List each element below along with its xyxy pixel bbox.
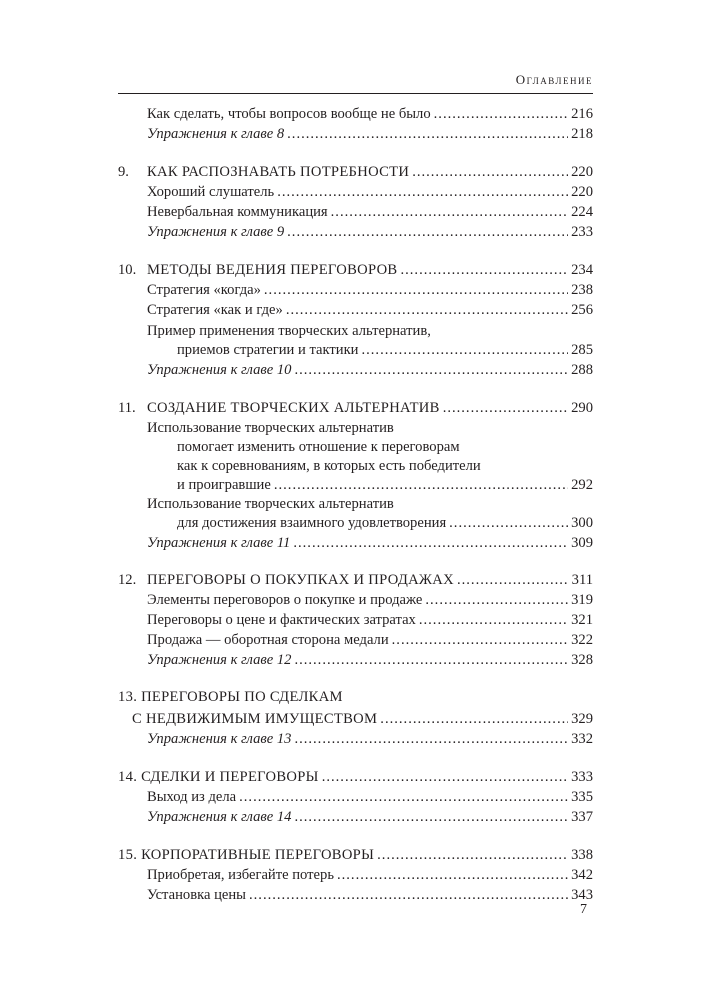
toc-entry-title: Хороший слушатель (147, 184, 275, 200)
toc-entry-title: Пример применения творческих альтернатив, (147, 323, 431, 339)
chapter-number: 9. (118, 164, 129, 180)
toc-entry-page: 233 (571, 224, 593, 240)
toc-entry (0, 104, 707, 124)
toc-entry-page: 292 (571, 477, 593, 493)
running-header: Оглавление (515, 72, 593, 87)
toc-entry-title: Невербальная коммуникация (147, 204, 328, 220)
leader-dots (322, 767, 568, 787)
leader-dots (361, 340, 568, 360)
toc-entry-title: Упражнения к главе 13 (147, 731, 292, 747)
chapter-title: КАК РАСПОЗНАВАТЬ ПОТРЕБНОСТИ (147, 164, 410, 180)
leader-dots (294, 807, 568, 827)
leader-dots (264, 280, 568, 300)
chapter-title: ПЕРЕГОВОРЫ О ПОКУПКАХ И ПРОДАЖАХ (147, 572, 454, 588)
leader-dots (412, 162, 568, 182)
toc-entry-title: Переговоры о цене и фактических затратах (147, 612, 416, 628)
toc-entry-page: 343 (571, 887, 593, 903)
toc-entry-page: 321 (571, 612, 593, 628)
toc-entry-title: Стратегия «как и где» (147, 302, 283, 318)
toc-entry-page: 238 (571, 282, 593, 298)
toc-entry-title: Установка цены (147, 887, 246, 903)
toc-entry-page: 256 (571, 302, 593, 318)
toc-entry-exercises (0, 533, 707, 553)
toc-chapter-15 (0, 845, 707, 865)
leader-dots (457, 570, 569, 590)
toc-entry (0, 418, 707, 438)
toc-entry-title: Элементы переговоров о покупке и продаже (147, 592, 423, 608)
chapter-title: СОЗДАНИЕ ТВОРЧЕСКИХ АЛЬТЕРНАТИВ (147, 400, 440, 416)
leader-dots (392, 630, 568, 650)
toc-entry-title: Выход из дела (147, 789, 237, 805)
toc-entry-page: 216 (571, 106, 593, 122)
leader-dots (274, 475, 568, 495)
leader-dots (287, 124, 568, 144)
leader-dots (419, 610, 568, 630)
toc-entry-page: 234 (571, 262, 593, 278)
toc-entry (0, 787, 707, 807)
toc-entry-exercises (0, 807, 707, 827)
toc-entry-page: 300 (571, 515, 593, 531)
toc-entry (0, 202, 707, 222)
toc-entry (0, 590, 707, 610)
toc-entry-page: 220 (571, 184, 593, 200)
toc-chapter-10 (0, 260, 707, 280)
toc-entry (0, 865, 707, 885)
leader-dots (380, 709, 568, 729)
toc-entry-title: Использование творческих альтернатив (147, 496, 394, 512)
toc-entry-page: 220 (571, 164, 593, 180)
toc-entry-title: Продажа — оборотная сторона медали (147, 632, 389, 648)
toc-chapter-13 (0, 687, 707, 707)
leader-dots (294, 650, 568, 670)
toc-entry-title: Упражнения к главе 12 (147, 652, 292, 668)
toc-entry-exercises (0, 729, 707, 749)
toc-entry (0, 610, 707, 630)
chapter-number: 12. (118, 572, 137, 588)
toc-chapter-11 (0, 398, 707, 418)
leader-dots (449, 513, 568, 533)
toc-entry-page: 335 (571, 789, 593, 805)
toc-entry-page: 333 (571, 769, 593, 785)
toc-entry-title: Стратегия «когда» (147, 282, 261, 298)
toc-entry-exercises (0, 124, 707, 144)
toc-entry-page: 285 (571, 342, 593, 358)
toc-entry-page: 319 (571, 592, 593, 608)
toc-entry-title: Упражнения к главе 10 (147, 362, 292, 378)
toc-entry-title: Упражнения к главе 14 (147, 809, 292, 825)
leader-dots (286, 300, 568, 320)
page-number: 7 (580, 902, 587, 917)
toc-entry-title: Использование творческих альтернатив (147, 420, 394, 436)
toc-entry-title: как к соревнованиям, в которых есть победители (177, 458, 481, 474)
chapter-title: 15. КОРПОРАТИВНЫЕ ПЕРЕГОВОРЫ (118, 847, 375, 863)
header-rule (118, 93, 593, 94)
toc-entry-page: 290 (571, 400, 593, 416)
toc-entry-continuation (0, 437, 707, 457)
chapter-title: 14. СДЕЛКИ И ПЕРЕГОВОРЫ (118, 769, 319, 785)
leader-dots (287, 222, 568, 242)
toc-entry (0, 321, 707, 341)
toc-entry (0, 885, 707, 905)
toc-entry-continuation (0, 475, 707, 495)
toc-entry-continuation (0, 513, 707, 533)
toc-entry-exercises (0, 360, 707, 380)
toc-entry-title: и проигравшие (177, 477, 271, 493)
leader-dots (293, 533, 568, 553)
chapter-number: 11. (118, 400, 136, 416)
leader-dots (277, 182, 568, 202)
toc-entry-title: Упражнения к главе 9 (147, 224, 285, 240)
toc-entry (0, 182, 707, 202)
toc-entry-page: 329 (571, 711, 593, 727)
leader-dots (443, 398, 568, 418)
toc-entry-exercises (0, 222, 707, 242)
toc-entry-exercises (0, 650, 707, 670)
toc-chapter-13-continuation (0, 709, 707, 729)
leader-dots (294, 729, 568, 749)
leader-dots (400, 260, 568, 280)
toc-entry-title: для достижения взаимного удовлетворения (177, 515, 447, 531)
leader-dots (425, 590, 568, 610)
chapter-number: 10. (118, 262, 137, 278)
toc-entry-page: 311 (571, 572, 593, 588)
chapter-title: 13. ПЕРЕГОВОРЫ ПО СДЕЛКАМ (118, 689, 343, 705)
leader-dots (377, 845, 568, 865)
chapter-title: С НЕДВИЖИМЫМ ИМУЩЕСТВОМ (132, 711, 378, 727)
toc-entry-page: 309 (571, 535, 593, 551)
toc-entry-page: 218 (571, 126, 593, 142)
toc-chapter-14 (0, 767, 707, 787)
toc-entry (0, 300, 707, 320)
toc-entry-title: Упражнения к главе 8 (147, 126, 285, 142)
toc-entry-title: приемов стратегии и тактики (177, 342, 359, 358)
leader-dots (294, 360, 568, 380)
leader-dots (331, 202, 568, 222)
toc-entry-page: 342 (571, 867, 593, 883)
toc-entry-continuation (0, 340, 707, 360)
leader-dots (337, 865, 568, 885)
toc-entry-title: помогает изменить отношение к переговорам (177, 439, 460, 455)
toc-entry-page: 322 (571, 632, 593, 648)
toc-entry-page: 332 (571, 731, 593, 747)
toc-chapter-12 (0, 570, 707, 590)
toc-entry-page: 338 (571, 847, 593, 863)
toc-entry-title: Как сделать, чтобы вопросов вообще не было (147, 106, 431, 122)
leader-dots (249, 885, 568, 905)
toc-entry-title: Упражнения к главе 11 (147, 535, 291, 551)
leader-dots (239, 787, 568, 807)
toc-entry (0, 494, 707, 514)
chapter-title: МЕТОДЫ ВЕДЕНИЯ ПЕРЕГОВОРОВ (147, 262, 398, 278)
toc-entry-page: 328 (571, 652, 593, 668)
leader-dots (434, 104, 568, 124)
toc-entry-page: 288 (571, 362, 593, 378)
toc-entry-continuation (0, 456, 707, 476)
toc-entry-page: 337 (571, 809, 593, 825)
toc-entry-page: 224 (571, 204, 593, 220)
toc-chapter-9 (0, 162, 707, 182)
toc-entry (0, 630, 707, 650)
toc-entry (0, 280, 707, 300)
toc-entry-title: Приобретая, избегайте потерь (147, 867, 334, 883)
